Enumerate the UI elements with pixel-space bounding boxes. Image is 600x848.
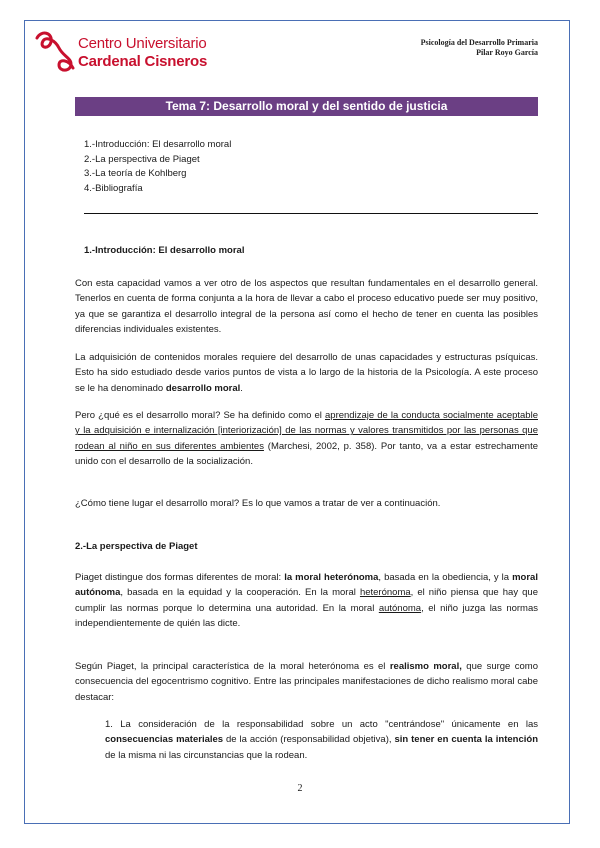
document-title: Tema 7: Desarrollo moral y del sentido de justicia [75,97,538,116]
text-run: Piaget distingue dos formas diferentes de moral: [75,572,285,583]
institution-logo [33,28,233,74]
section1-paragraph-1: Con esta capacidad vamos a ver otro de los aspectos que resultan fundamentales en el desarrollo general. Tenerlos en cuenta de forma conjunta a la hora de llevar a cabo el proceso educativo puede ser muy positivo, ya que se garantiza el desarrollo integral de la persona así como el hecho de tener en cuenta las posibles diferencias individuales existentes. [75,278,538,335]
emphasis-text: consecuencias materiales [105,734,224,746]
header-info [421,38,538,58]
section2-paragraph-1 [75,570,538,631]
underlined-text: autónoma [378,602,422,614]
logo-line2: Cardenal Cisneros [78,53,208,70]
toc-item: 3.-La teoría de Kohlberg [84,168,187,179]
section1-paragraph-3 [75,408,538,469]
section1-heading: 1.-Introducción: El desarrollo moral [84,245,245,256]
table-of-contents [84,138,231,196]
text-run: Pero ¿qué es el desarrollo moral? Se ha definido como el [75,410,325,421]
toc-item: 1.-Introducción: El desarrollo moral [84,139,232,150]
text-run: 1. La consideración de la responsabilidad sobre un acto "centrándose" únicamente en las [105,719,538,730]
section1-paragraph-2 [75,350,538,396]
section2-heading: 2.-La perspectiva de Piaget [75,541,198,552]
text-run: , basada en la equidad y la cooperación. En la moral [120,587,360,599]
text-run: , el niño piensa que hay que cumplir las normas porque lo determina una autoridad. En la moral [75,587,538,614]
toc-item: 4.-Bibliografía [84,182,143,194]
header-author: Pilar Royo García [476,48,538,57]
text-run: de la misma ni las circunstancias que la rodean. [105,749,308,761]
logo-mark-icon [33,28,77,74]
divider [84,213,538,214]
text-run: . [240,382,243,394]
definition-text: aprendizaje de la conducta socialmente aceptable y la adquisición e internalización [interiorización] de las normas y valores transmitidos por las personas que rodean al niño en sus diferentes ambientes [75,410,538,452]
text-run: Según Piaget, la principal característica de la moral heterónoma es el [75,661,390,672]
emphasis-text: moral autónoma [75,572,538,599]
list-item [105,717,538,763]
text-run: , basada en la obediencia, y la [378,572,513,583]
page-number: 2 [297,783,303,794]
text-run: (Marchesi, 2002, p. 358). Por tanto, va a estar estrechamente unido con el desarrollo de la socialización. [75,440,538,467]
section1-paragraph-4: ¿Cómo tiene lugar el desarrollo moral? Es lo que vamos a tratar de ver a continuación. [75,498,441,509]
emphasis-text: sin tener en cuenta la intención [394,734,538,746]
text-run: que surge como consecuencia del egocentrismo cognitivo. Entre las principales manifestaciones de dicho realismo moral cabe destacar: [75,661,539,703]
toc-item: 2.-La perspectiva de Piaget [84,153,200,165]
logo-line1: Centro Universitario [78,35,207,52]
header-subject: Psicología del Desarrollo Primaria [420,38,538,47]
emphasis-text: realismo moral, [389,661,462,672]
emphasis-text: la moral heterónoma [284,572,379,583]
text-run: La adquisición de contenidos morales requiere del desarrollo de unas capacidades y estructuras psíquicas. Esto ha sido estudiado desde varios puntos de vista a lo largo de la historia de la Psicología. A este proceso se le ha denominado [75,352,538,394]
section2-paragraph-2 [75,659,538,705]
emphasis-text: desarrollo moral [165,382,241,394]
underlined-text: heterónoma [359,587,411,599]
text-run: , el niño juzga las normas independientemente de quién las dicte. [75,602,539,629]
text-run: de la acción (responsabilidad objetiva), [223,734,395,746]
